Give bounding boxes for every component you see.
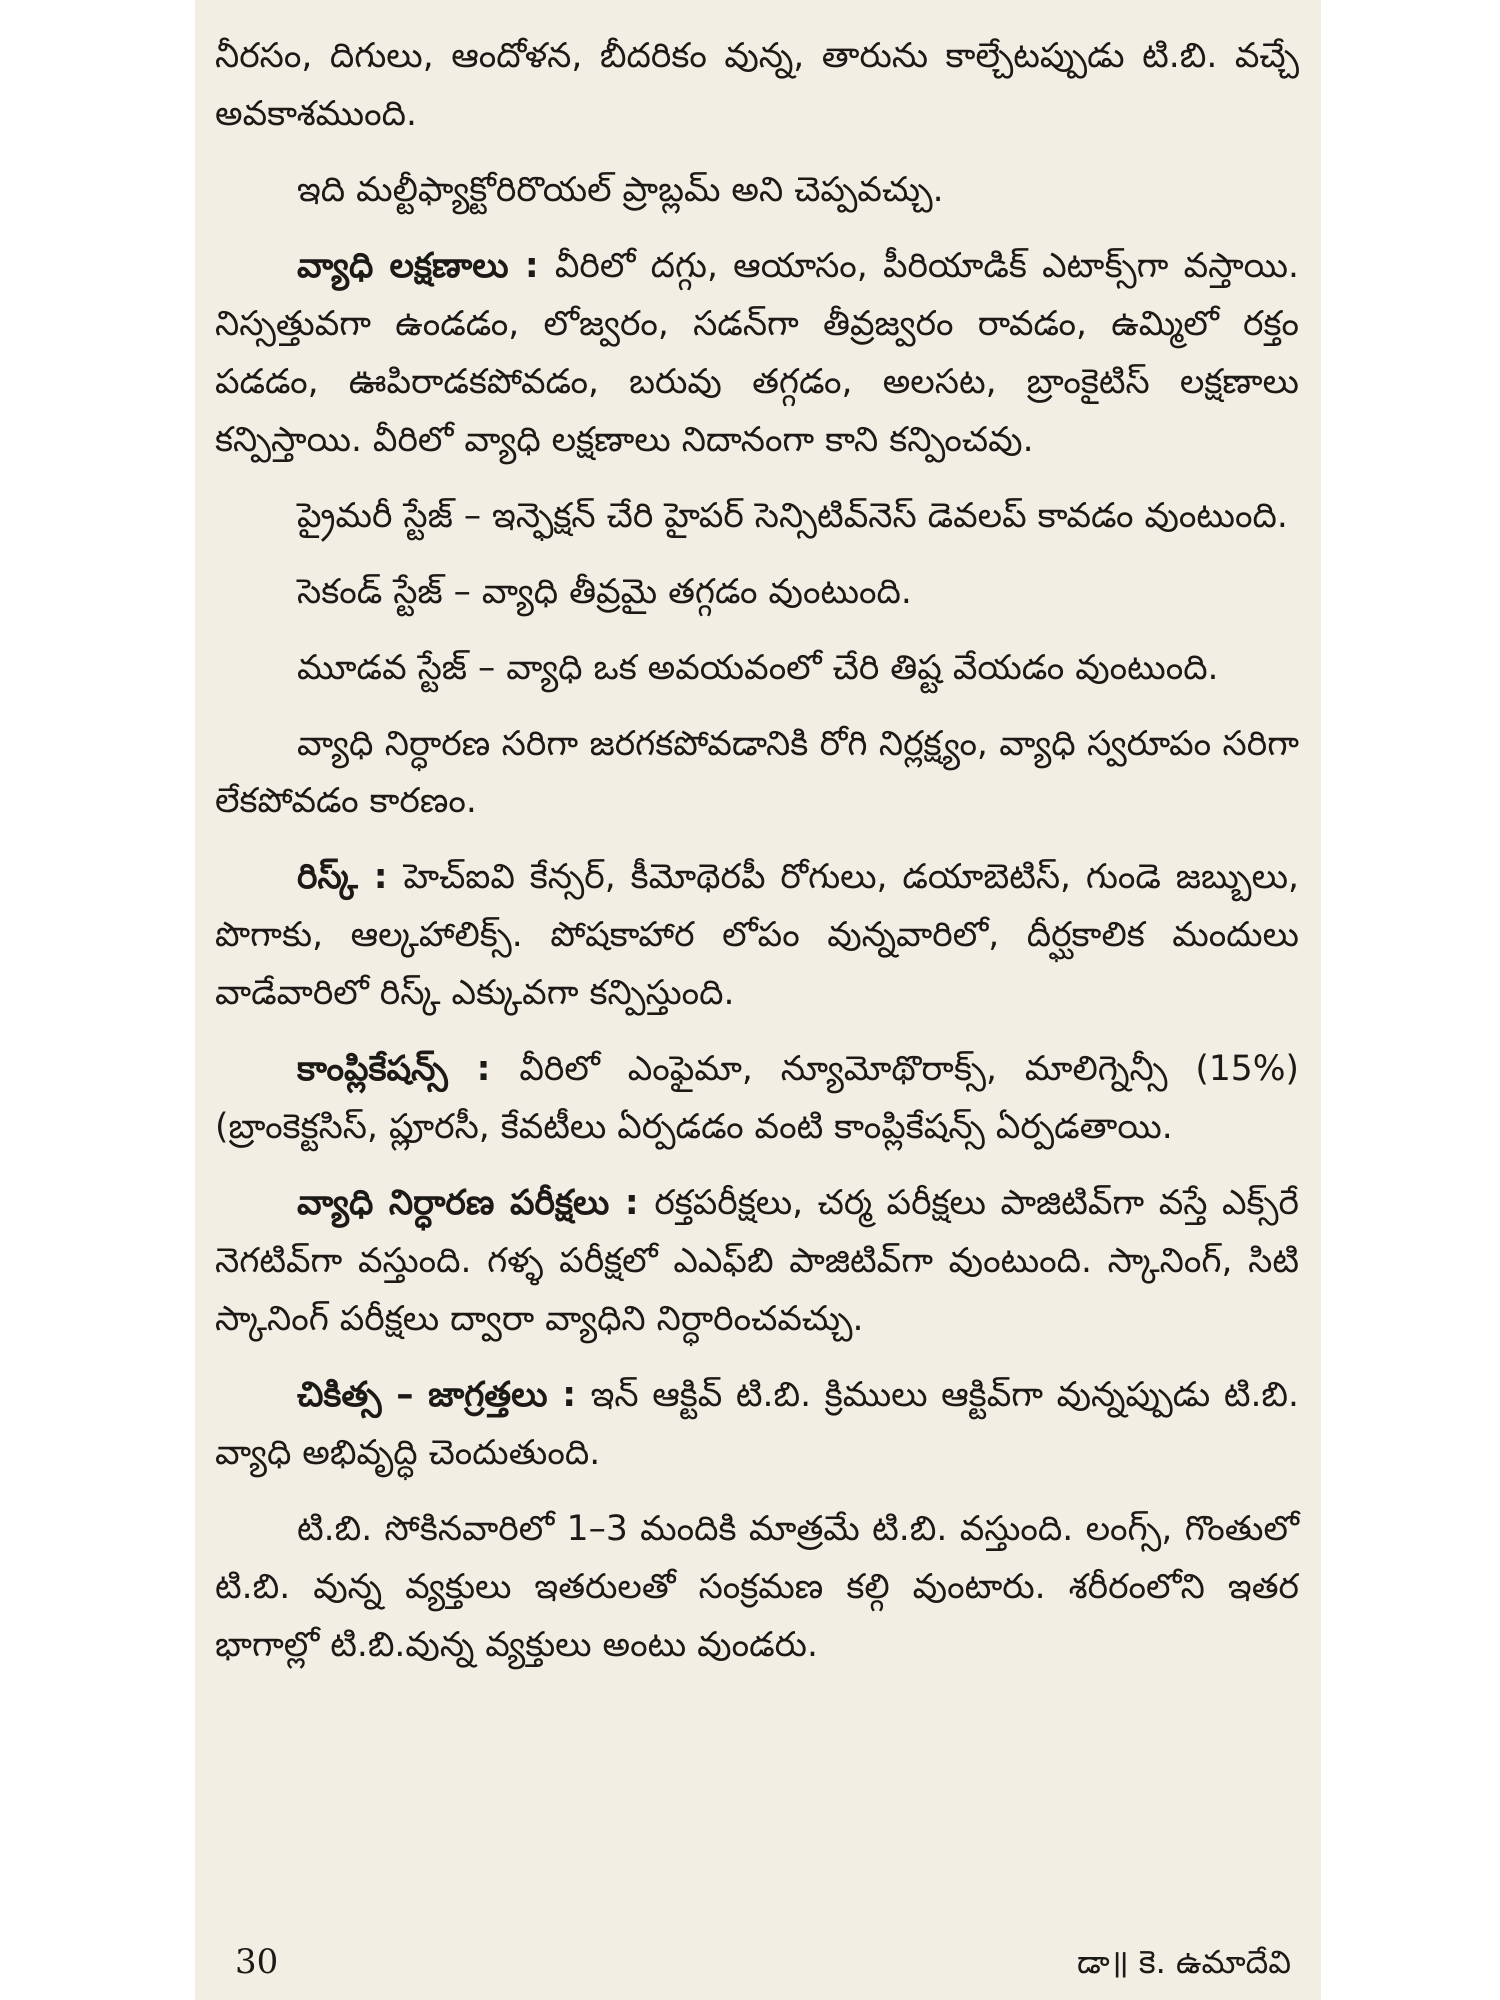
paragraph-text: ఇది మల్టీఫ్యాక్టోరిరొయల్ ప్రాబ్లమ్ అని చెప్పవచ్చు. bbox=[297, 169, 944, 210]
paragraph-text: నీరసం, దిగులు, ఆందోళన, బీదరికం వున్న, తారును కాల్చేటప్పుడు టి.బి. వచ్చే అవకాశముంది. bbox=[215, 36, 1299, 134]
paragraph-heading: కాంప్లికేషన్స్ : bbox=[297, 1049, 520, 1090]
paragraph-text: టి.బి. సోకినవారిలో 1–3 మందికి మాత్రమే టి.బి. వస్తుంది. లంగ్స్, గొంతులో టి.బి. వున్న వ్యక్తులు ఇతరులతో సంక్రమణ కల్గి వుంటారు. శరీరంలోని ఇతర భాగాల్లో టి.బి.వున్న వ్యక్తులు అంటు వుండరు. bbox=[215, 1508, 1299, 1665]
page-text-body bbox=[215, 28, 1299, 1675]
book-page bbox=[195, 0, 1321, 2000]
paragraph-third-stage bbox=[215, 640, 1299, 698]
paragraph-text: వీరిలో ఎంఫైమా, న్యూమోథొరాక్స్, మాలిగ్నెన్సీ (15%) (బ్రాంకెక్టసిస్, ప్లూరసీ, కేవటీలు ఏర్పడడం వంటి కాంప్లికేషన్స్ ఏర్పడతాయి. bbox=[215, 1049, 1299, 1148]
paragraph-diagnostic-tests bbox=[215, 1175, 1299, 1349]
paragraph-text: ప్రైమరీ స్టేజ్ – ఇన్ఫెక్షన్ చేరి హైపర్ సెన్సిటివ్‌నెస్ డెవలప్ కావడం వుంటుంది. bbox=[297, 495, 1288, 536]
paragraph-2 bbox=[215, 162, 1299, 220]
paragraph-primary-stage bbox=[215, 488, 1299, 546]
paragraph-text: మూడవ స్టేజ్ – వ్యాధి ఒక అవయవంలో చేరి తిష్ట వేయడం వుంటుంది. bbox=[297, 647, 1219, 688]
paragraph-1 bbox=[215, 28, 1299, 144]
page-number: 30 bbox=[235, 1942, 279, 1982]
paragraph-text: ఇన్ ఆక్టివ్ టి.బి. క్రిములు ఆక్టివ్‌గా వున్నప్పుడు టి.బి. వ్యాధి అభివృద్ధి చెందుతుంది. bbox=[215, 1375, 1299, 1474]
paragraph-text: రక్తపరీక్షలు, చర్మ పరీక్షలు పాజిటివ్‌గా వస్తే ఎక్స్‌రే నెగటివ్‌గా వస్తుంది. గళ్ళ పరీక్షలో ఎఎఫ్‌బి పాజిటివ్‌గా వుంటుంది. స్కానింగ్, సిటి స్కానింగ్ పరీక్షలు ద్వారా వ్యాధిని నిర్ధారించవచ్చు. bbox=[215, 1183, 1299, 1340]
paragraph-second-stage bbox=[215, 564, 1299, 622]
page-footer bbox=[235, 1942, 1291, 1989]
paragraph-risk bbox=[215, 849, 1299, 1023]
paragraph-transmission bbox=[215, 1501, 1299, 1675]
paragraph-complications bbox=[215, 1041, 1299, 1157]
paragraph-diagnosis-delay bbox=[215, 716, 1299, 832]
paragraph-text: సెకండ్ స్టేజ్ – వ్యాధి తీవ్రమై తగ్గడం వుంటుంది. bbox=[297, 571, 912, 612]
paragraph-text: హెచ్ఐవి కేన్సర్, కీమోథెరపీ రోగులు, డయాబెటిస్, గుండె జబ్బులు, పొగాకు, ఆల్కహాలిక్స్. పోషకాహార లోపం వున్నవారిలో, దీర్ఘకాలిక మందులు వాడేవారిలో రిస్క్ ఎక్కువగా కన్పిస్తుంది. bbox=[215, 857, 1299, 1014]
paragraph-symptoms bbox=[215, 238, 1299, 470]
author-name: డా॥ కె. ఉమాదేవి bbox=[1076, 1943, 1291, 1981]
paragraph-heading: వ్యాధి నిర్ధారణ పరీక్షలు : bbox=[297, 1183, 655, 1224]
paragraph-treatment bbox=[215, 1367, 1299, 1483]
paragraph-heading: రిస్క్ : bbox=[297, 857, 404, 898]
paragraph-text: వీరిలో దగ్గు, ఆయాసం, పీరియాడిక్ ఎటాక్స్‌గా వస్తాయి. నిస్సత్తువగా ఉండడం, లోజ్వరం, సడన్‌గా తీవ్రజ్వరం రావడం, ఉమ్మిలో రక్తం పడడం, ఊపిరాడకపోవడం, బరువు తగ్గడం, అలసట, బ్రాంకైటిస్ లక్షణాలు కన్పిస్తాయి. వీరిలో వ్యాధి లక్షణాలు నిదానంగా కాని కన్పించవు. bbox=[215, 245, 1300, 460]
paragraph-text: వ్యాధి నిర్ధారణ సరిగా జరగకపోవడానికి రోగి నిర్లక్ష్యం, వ్యాధి స్వరూపం సరిగా లేకపోవడం కారణం. bbox=[215, 723, 1299, 822]
paragraph-heading: వ్యాధి లక్షణాలు : bbox=[297, 245, 555, 286]
paragraph-heading: చికిత్స – జాగ్రత్తలు : bbox=[297, 1375, 591, 1416]
